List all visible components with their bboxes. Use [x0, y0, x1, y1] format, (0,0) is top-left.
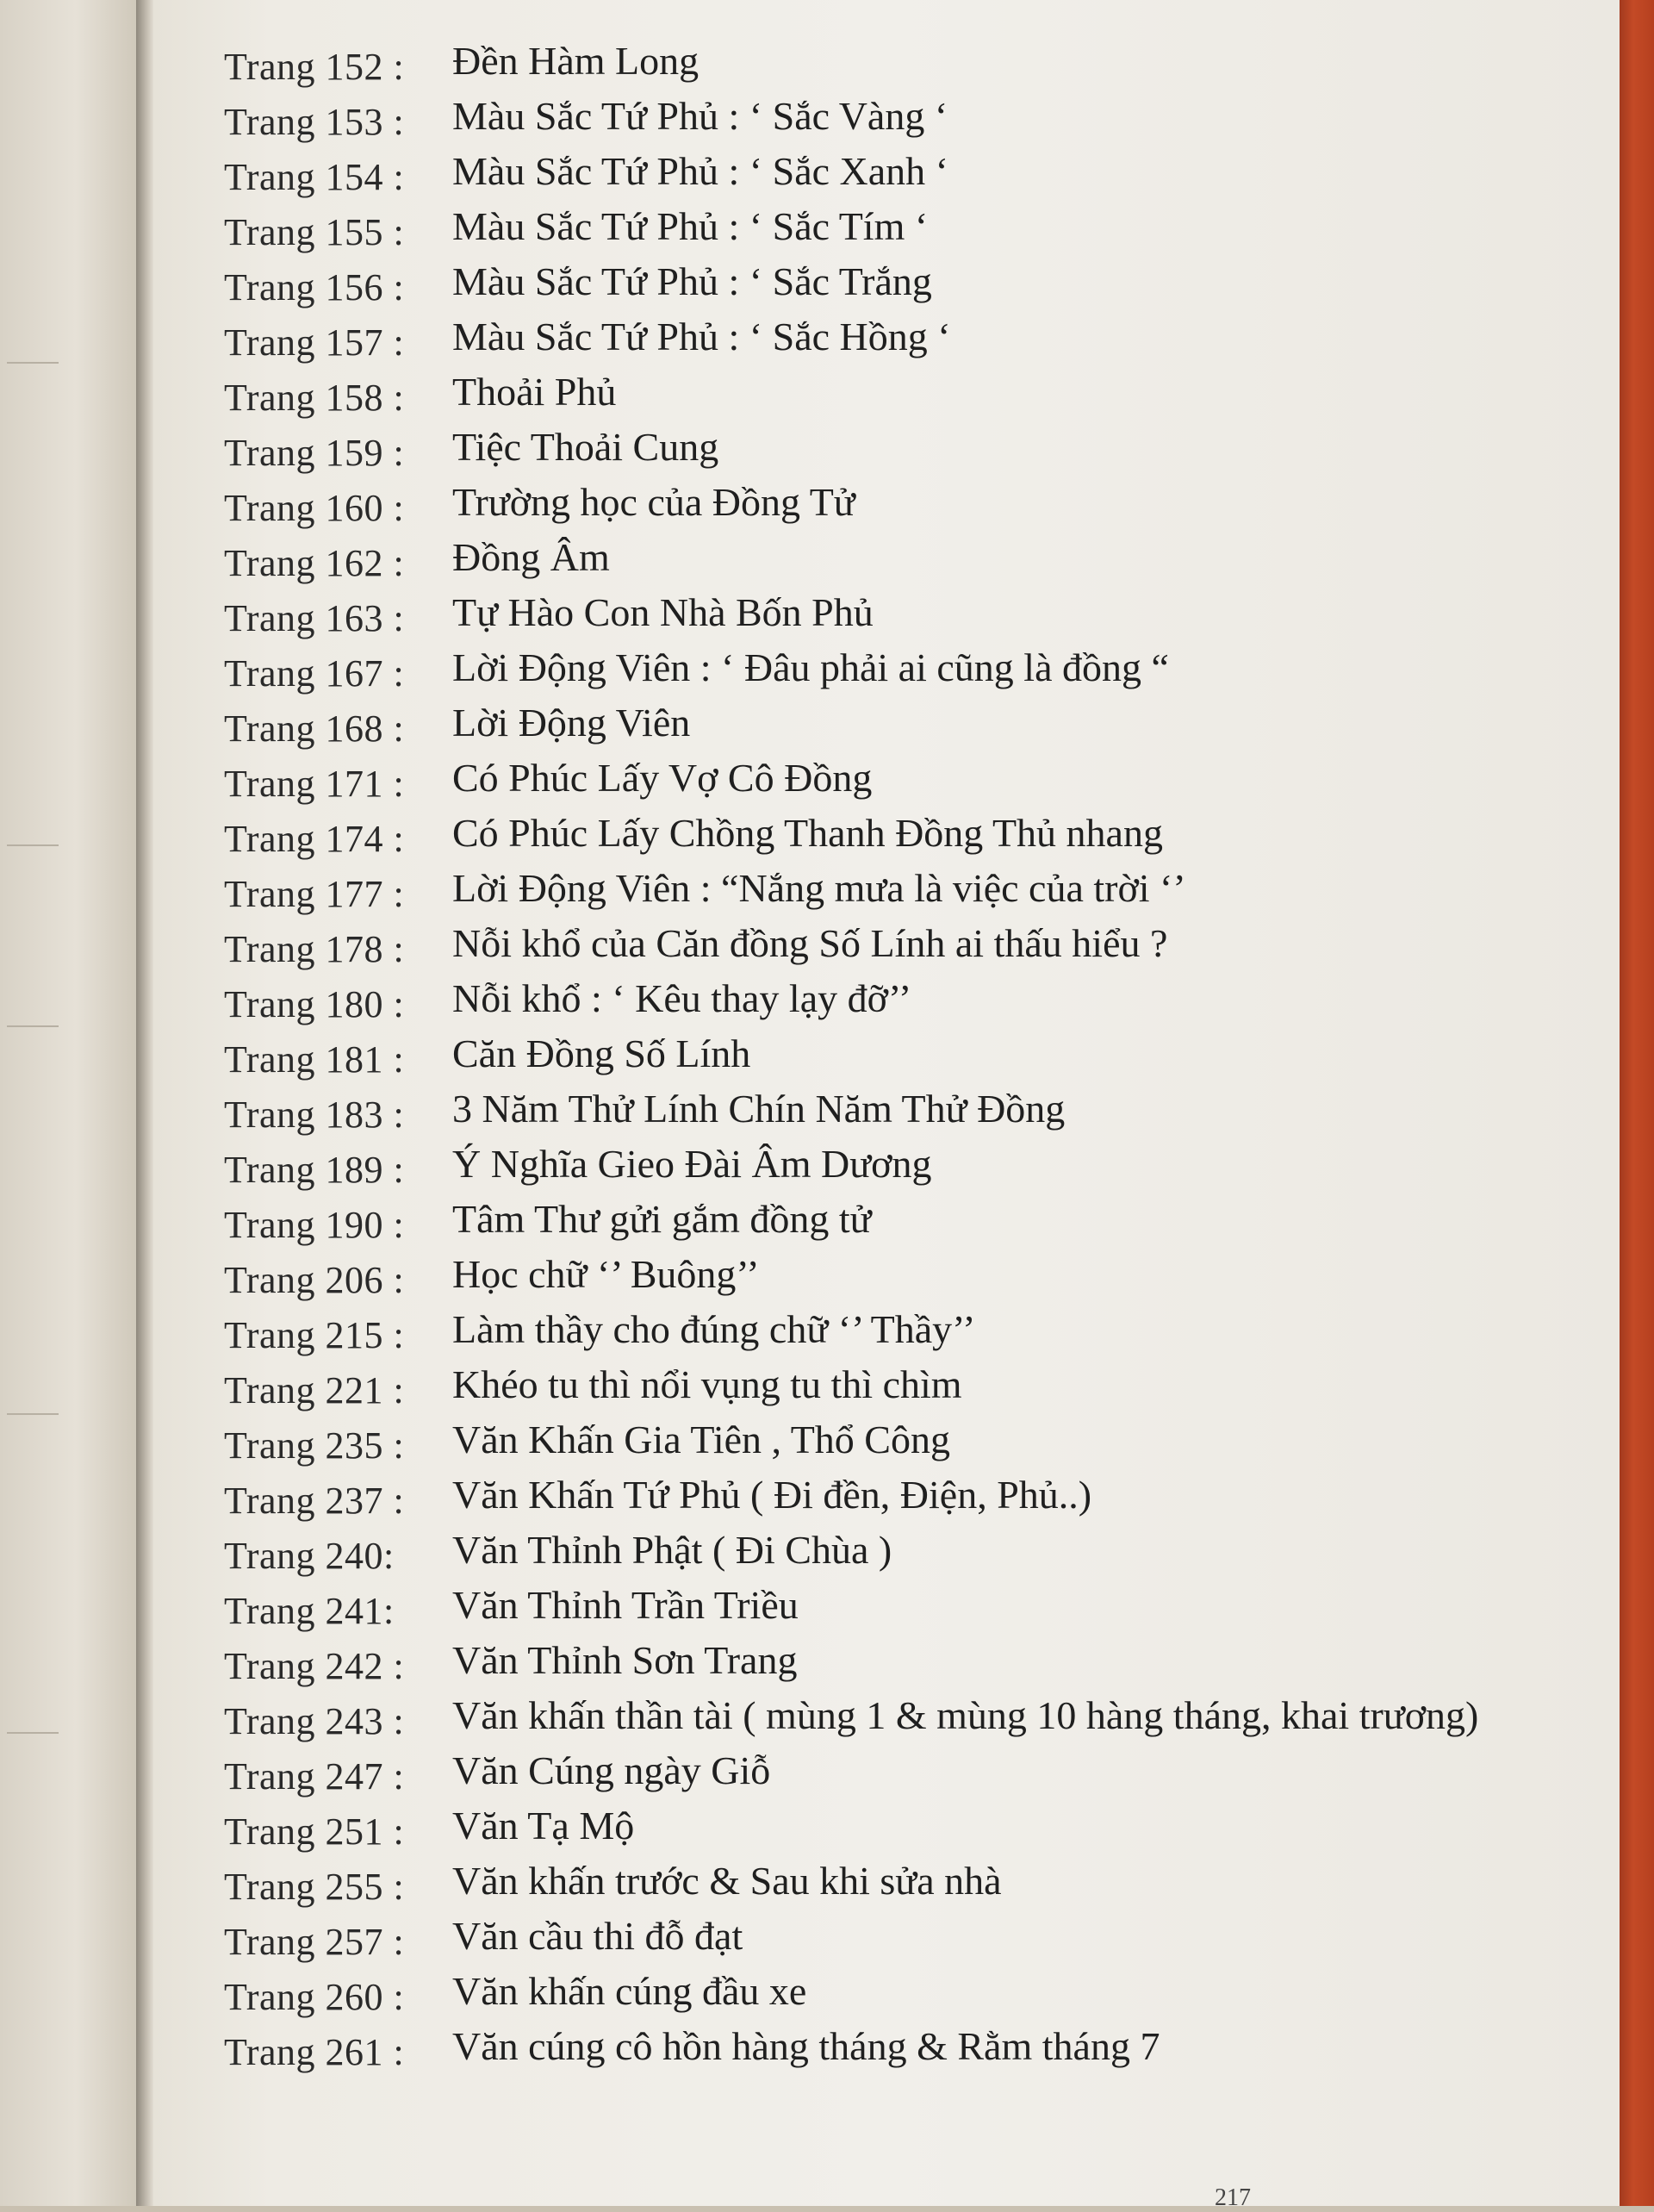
toc-page-ref: Trang 189 : [224, 1149, 405, 1191]
toc-page-ref: Trang 180 : [224, 983, 405, 1025]
toc-entry-title: Tiệc Thoải Cung [452, 425, 719, 469]
toc-entry [224, 1086, 1551, 1141]
toc-entry [224, 865, 1551, 920]
toc-entry-title: Văn khấn trước & Sau khi sửa nhà [452, 1859, 1002, 1903]
toc-entry-title: Nỗi khổ của Căn đồng Số Lính ai thấu hiểu ? [452, 921, 1168, 965]
toc-entry [224, 1858, 1551, 1913]
toc-entry-title: Có Phúc Lấy Vợ Cô Đồng [452, 756, 873, 800]
toc-entry-title: Thoải Phủ [452, 370, 617, 414]
toc-page-ref: Trang 153 : [224, 101, 405, 143]
page-number: 217 [1215, 2184, 1251, 2211]
toc-entry-title: Tự Hào Con Nhà Bốn Phủ [452, 590, 874, 634]
toc-entry-title: Văn khấn cúng đầu xe [452, 1969, 807, 2013]
toc-entry-title: Ý Nghĩa Gieo Đài Âm Dương [452, 1142, 932, 1186]
toc-page-ref: Trang 168 : [224, 707, 405, 750]
toc-entry [224, 1913, 1551, 1968]
toc-page-ref: Trang 206 : [224, 1259, 405, 1301]
toc-entry [224, 259, 1551, 314]
toc-entry-title: Có Phúc Lấy Chồng Thanh Đồng Thủ nhang [452, 811, 1163, 855]
toc-entry [224, 920, 1551, 975]
toc-entry [224, 1803, 1551, 1858]
table-of-contents [224, 38, 1551, 2078]
toc-entry-title: Màu Sắc Tứ Phủ : ‘ Sắc Tím ‘ [452, 204, 929, 248]
toc-page-ref: Trang 183 : [224, 1094, 405, 1136]
toc-entry-title: Trường học của Đồng Tử [452, 480, 855, 524]
toc-entry [224, 314, 1551, 369]
toc-entry [224, 1251, 1551, 1306]
toc-entry [224, 2023, 1551, 2078]
toc-entry [224, 1692, 1551, 1748]
toc-entry [224, 1306, 1551, 1361]
toc-page-ref: Trang 174 : [224, 818, 405, 860]
toc-entry [224, 479, 1551, 534]
left-page-text-fragment [7, 1413, 59, 1415]
toc-page-ref: Trang 243 : [224, 1700, 405, 1742]
toc-page-ref: Trang 178 : [224, 928, 405, 970]
toc-page-ref: Trang 251 : [224, 1810, 405, 1853]
toc-page-ref: Trang 261 : [224, 2031, 405, 2073]
book-gutter [136, 0, 155, 2206]
toc-entry [224, 1196, 1551, 1251]
toc-entry [224, 1417, 1551, 1472]
toc-page-ref: Trang 255 : [224, 1866, 405, 1908]
book-cover-edge [1620, 0, 1654, 2206]
toc-entry [224, 1472, 1551, 1527]
toc-entry-title: Lời Động Viên : ‘ Đâu phải ai cũng là đồng “ [452, 645, 1169, 689]
toc-entry [224, 534, 1551, 589]
toc-entry [224, 1637, 1551, 1692]
toc-page-ref: Trang 155 : [224, 211, 405, 253]
toc-entry [224, 1031, 1551, 1086]
toc-entry-title: Làm thầy cho đúng chữ ‘’ Thầy’’ [452, 1307, 976, 1351]
toc-entry-title: Văn khấn thần tài ( mùng 1 & mùng 10 hàng tháng, khai trương) [452, 1693, 1479, 1737]
toc-entry [224, 148, 1551, 203]
toc-entry [224, 1968, 1551, 2023]
toc-page-ref: Trang 247 : [224, 1755, 405, 1798]
toc-page-ref: Trang 157 : [224, 321, 405, 364]
toc-page-ref: Trang 167 : [224, 652, 405, 695]
toc-page-ref: Trang 235 : [224, 1424, 405, 1467]
toc-entry-title: Lời Động Viên [452, 701, 691, 745]
toc-page-ref: Trang 237 : [224, 1480, 405, 1522]
toc-entry [224, 1361, 1551, 1417]
toc-entry-title: Màu Sắc Tứ Phủ : ‘ Sắc Trắng [452, 259, 932, 303]
toc-entry-title: Văn Khấn Gia Tiên , Thổ Công [452, 1418, 950, 1461]
toc-entry [224, 700, 1551, 755]
toc-page-ref: Trang 241: [224, 1590, 395, 1632]
toc-page-ref: Trang 160 : [224, 487, 405, 529]
toc-entry-title: Văn Cúng ngày Giỗ [452, 1748, 771, 1792]
toc-entry-title: Văn cúng cô hồn hàng tháng & Rằm tháng 7 [452, 2024, 1160, 2068]
left-page-text-fragment [7, 844, 59, 846]
toc-entry [224, 1527, 1551, 1582]
toc-page-ref: Trang 156 : [224, 266, 405, 308]
toc-page-ref: Trang 171 : [224, 763, 405, 805]
toc-page-ref: Trang 154 : [224, 156, 405, 198]
toc-entry-title: Đền Hàm Long [452, 39, 700, 83]
toc-page-ref: Trang 240: [224, 1535, 395, 1577]
toc-entry-title: Đồng Âm [452, 535, 610, 579]
toc-entry [224, 369, 1551, 424]
toc-entry-title: Văn Thỉnh Sơn Trang [452, 1638, 798, 1682]
toc-entry-title: Văn Khấn Tứ Phủ ( Đi đền, Điện, Phủ..) [452, 1473, 1092, 1517]
toc-entry [224, 203, 1551, 259]
left-page [0, 0, 138, 2206]
toc-entry-title: Văn Tạ Mộ [452, 1804, 635, 1847]
toc-entry [224, 1582, 1551, 1637]
toc-entry [224, 1748, 1551, 1803]
toc-page-ref: Trang 177 : [224, 873, 405, 915]
toc-entry-title: Học chữ ‘’ Buông’’ [452, 1252, 760, 1296]
left-page-text-fragment [7, 1732, 59, 1734]
toc-page-ref: Trang 158 : [224, 377, 405, 419]
left-page-text-fragment [7, 362, 59, 364]
toc-entry-title: Văn Thỉnh Phật ( Đi Chùa ) [452, 1528, 892, 1572]
toc-page-ref: Trang 190 : [224, 1204, 405, 1246]
toc-entry-title: Nỗi khổ : ‘ Kêu thay lạy đỡ’’ [452, 976, 912, 1020]
toc-entry-title: Màu Sắc Tứ Phủ : ‘ Sắc Vàng ‘ [452, 94, 948, 138]
toc-entry-title: Màu Sắc Tứ Phủ : ‘ Sắc Xanh ‘ [452, 149, 948, 193]
toc-entry [224, 975, 1551, 1031]
toc-page-ref: Trang 152 : [224, 46, 405, 88]
toc-entry-title: 3 Năm Thử Lính Chín Năm Thử Đồng [452, 1087, 1066, 1131]
toc-entry-title: Văn Thỉnh Trần Triều [452, 1583, 799, 1627]
toc-page-ref: Trang 221 : [224, 1369, 405, 1411]
toc-entry [224, 1141, 1551, 1196]
toc-page-ref: Trang 215 : [224, 1314, 405, 1356]
toc-entry [224, 38, 1551, 93]
left-page-text-fragment [7, 1025, 59, 1027]
toc-entry [224, 755, 1551, 810]
toc-page-ref: Trang 181 : [224, 1038, 405, 1081]
toc-entry [224, 93, 1551, 148]
toc-entry-title: Màu Sắc Tứ Phủ : ‘ Sắc Hồng ‘ [452, 315, 951, 358]
toc-page-ref: Trang 159 : [224, 432, 405, 474]
toc-page-ref: Trang 260 : [224, 1976, 405, 2018]
toc-entry-title: Căn Đồng Số Lính [452, 1031, 751, 1075]
toc-page-ref: Trang 257 : [224, 1921, 405, 1963]
toc-entry-title: Văn cầu thi đỗ đạt [452, 1914, 743, 1958]
toc-entry-title: Khéo tu thì nổi vụng tu thì chìm [452, 1362, 962, 1406]
toc-entry [224, 589, 1551, 645]
toc-page-ref: Trang 242 : [224, 1645, 405, 1687]
toc-page-ref: Trang 162 : [224, 542, 405, 584]
toc-entry-title: Lời Động Viên : “Nắng mưa là việc của trời ‘’ [452, 866, 1186, 910]
toc-entry [224, 810, 1551, 865]
toc-entry [224, 645, 1551, 700]
toc-entry [224, 424, 1551, 479]
toc-entry-title: Tâm Thư gửi gắm đồng tử [452, 1197, 872, 1241]
toc-page-ref: Trang 163 : [224, 597, 405, 639]
